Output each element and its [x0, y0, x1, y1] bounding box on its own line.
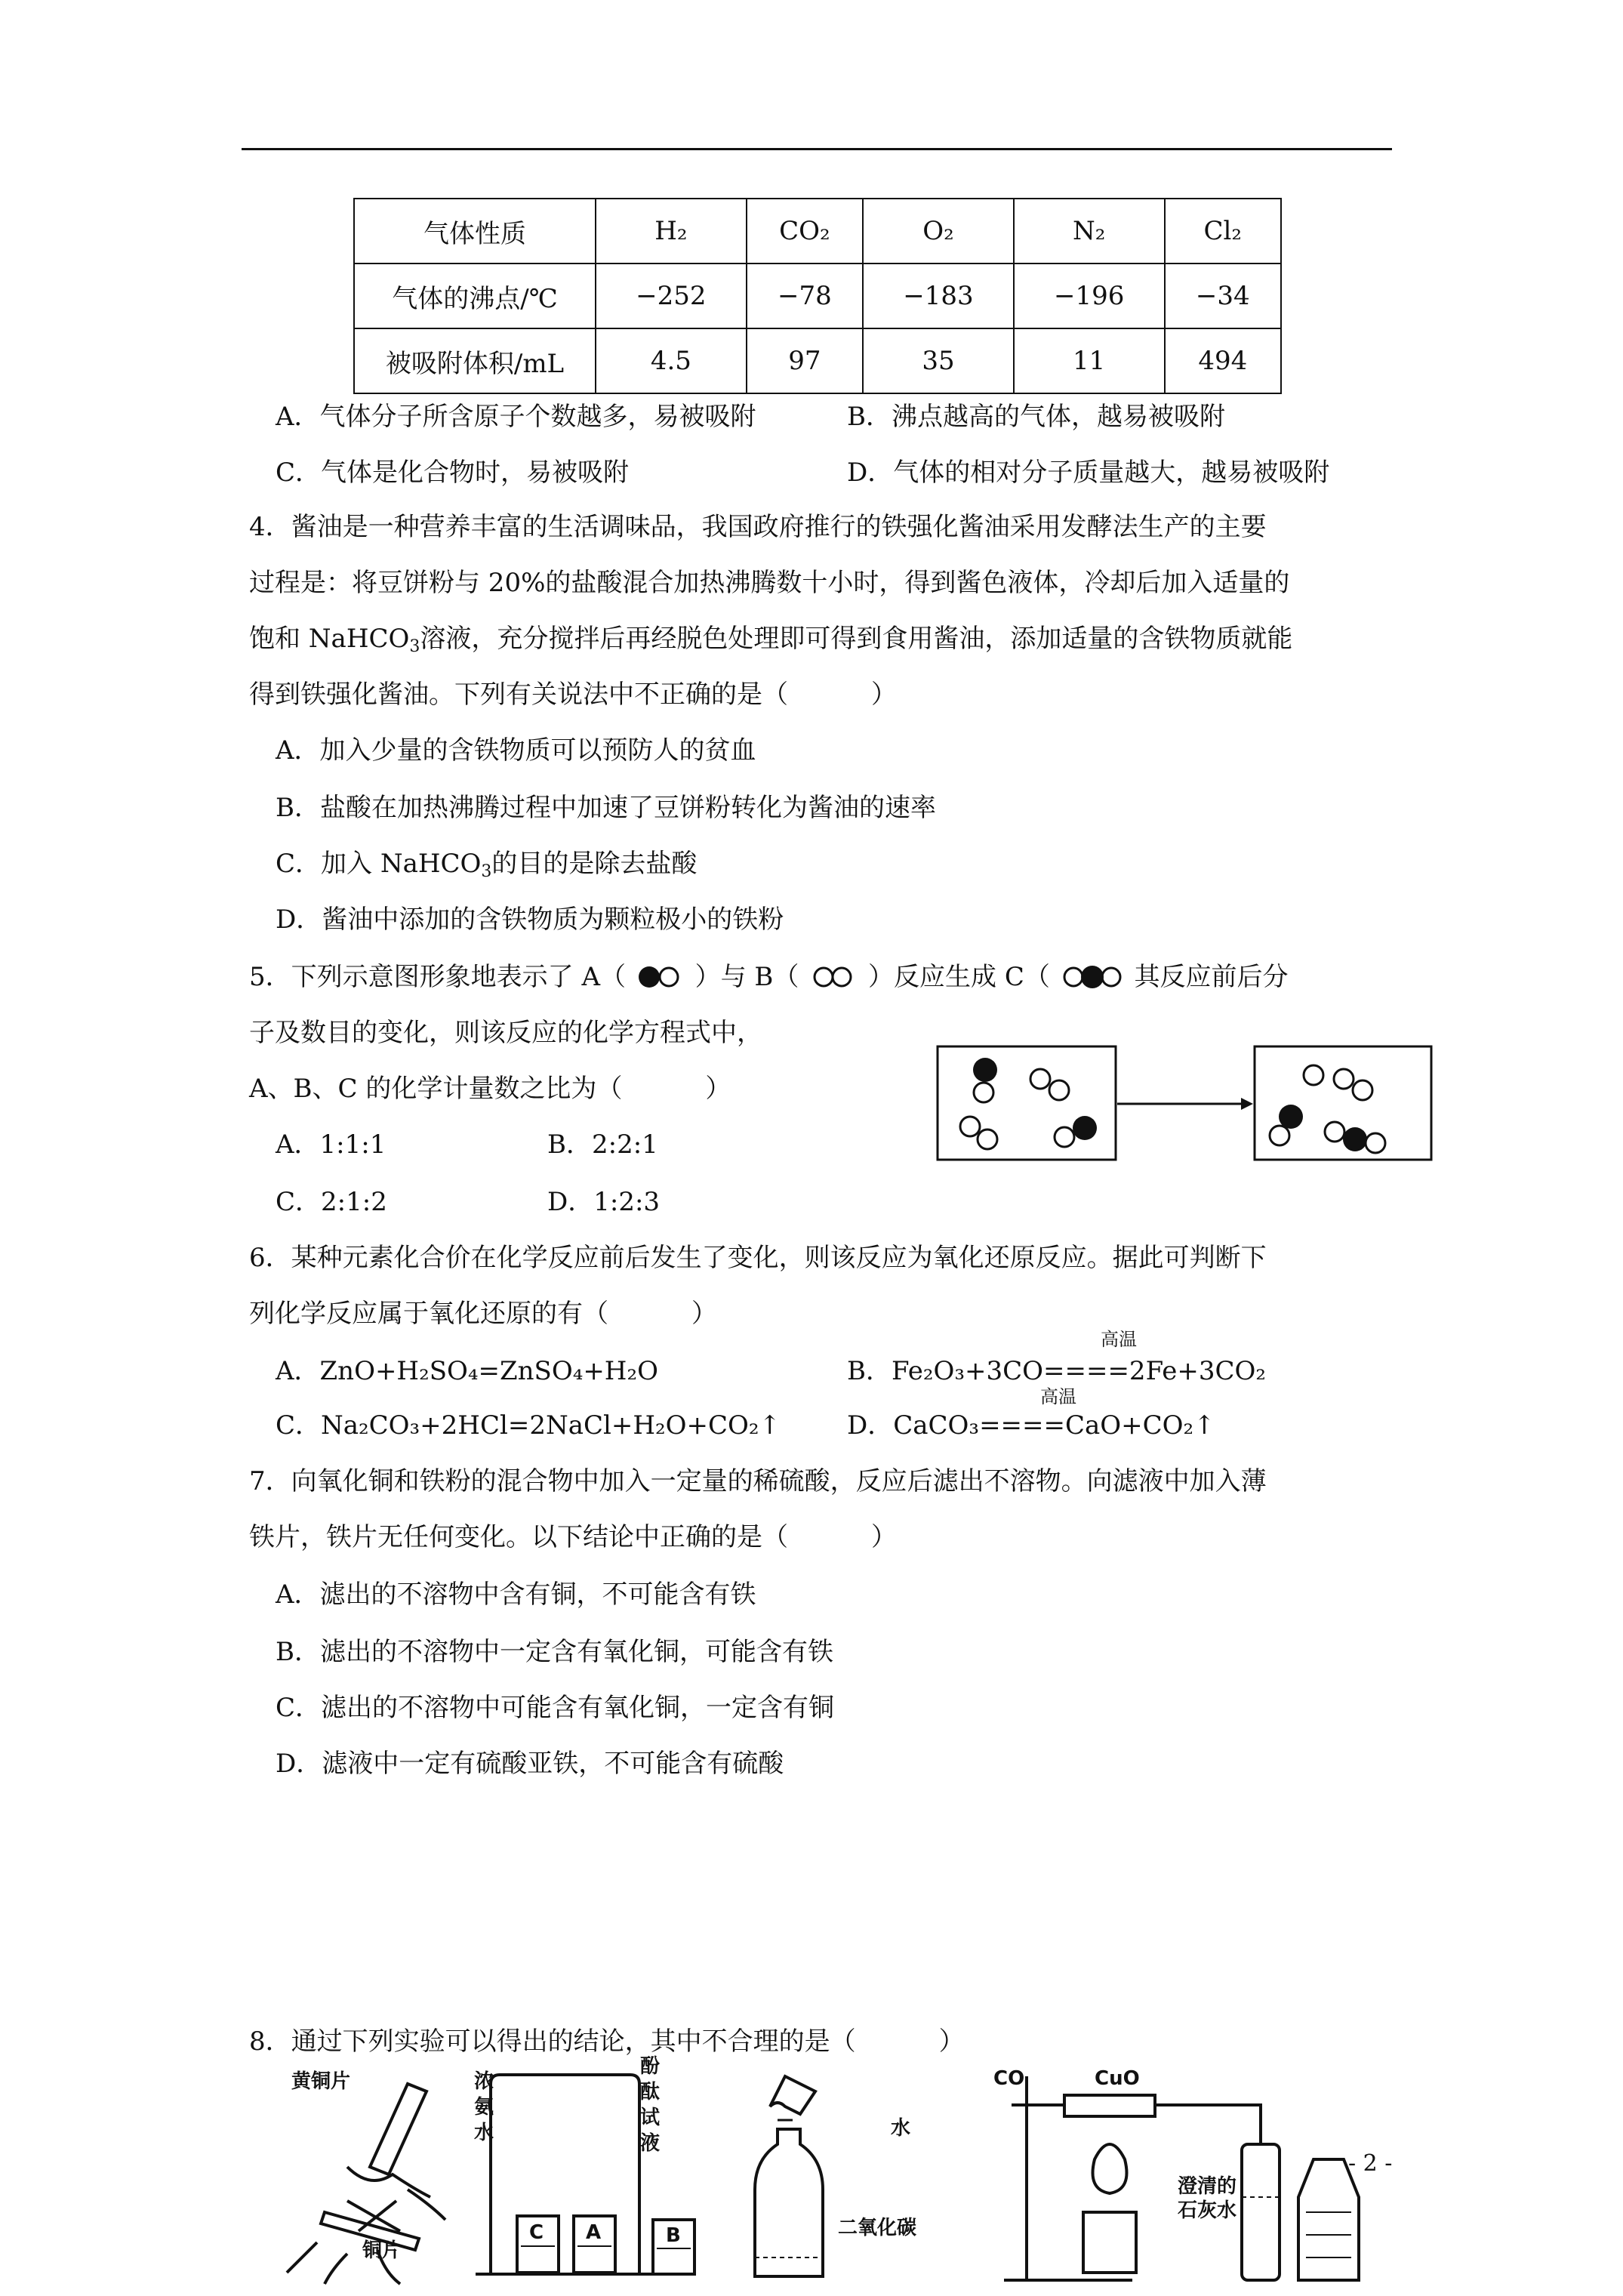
q6-line-2: 列化学反应属于氧化还原的有（ ）: [249, 1299, 717, 1329]
q8-line-1: 8．通过下列实验可以得出的结论，其中不合理的是（ ）: [249, 2026, 965, 2057]
table-cell: 11: [1014, 328, 1165, 393]
q7-option-a: A．滤出的不溶物中含有铜，不可能含有铁: [276, 1579, 756, 1610]
q7-line-2: 铁片，铁片无任何变化。以下结论中正确的是（ ）: [249, 1522, 897, 1552]
label-beaker-a: A: [586, 2221, 602, 2244]
q6-option-b: B．Fe₂O₃+3CO====2Fe+3CO₂: [847, 1356, 1267, 1386]
q4-option-d: D．酱油中添加的含铁物质为颗粒极小的铁粉: [276, 905, 784, 935]
label-cuo: CuO: [1095, 2067, 1140, 2090]
table-cell: 气体性质: [354, 199, 596, 264]
table-cell: −183: [863, 264, 1014, 328]
table-cell: −78: [747, 264, 863, 328]
q5-line-3: A、B、C 的化学计量数之比为（ ）: [249, 1074, 731, 1104]
label-co2: 二氧化碳: [838, 2217, 917, 2239]
table-cell: −252: [596, 264, 747, 328]
table-cell: N₂: [1014, 199, 1165, 264]
label-co: CO: [993, 2067, 1025, 2090]
molecule-a-icon: [634, 964, 687, 990]
q4-option-b: B．盐酸在加热沸腾过程中加速了豆饼粉转化为酱油的速率: [276, 793, 936, 823]
q6-option-c: C．Na₂CO₃+2HCl=2NaCl+H₂O+CO₂↑: [276, 1410, 781, 1441]
page-number: - 2 -: [1348, 2150, 1393, 2177]
q4-line-3: 饱和 NaHCO$_3$溶液，充分搅拌后再经脱色处理即可得到食用酱油，添加适量的含铁物质就能: [249, 624, 1293, 656]
label-ammonia: 浓氨水: [474, 2070, 494, 2144]
co2-bottle-illustration: [755, 2076, 823, 2276]
table-cell: H₂: [596, 199, 747, 264]
table-cell: O₂: [863, 199, 1014, 264]
q4-line-2: 过程是：将豆饼粉与 20%的盐酸混合加热沸腾数十小时，得到酱色液体，冷却后加入适量的: [249, 568, 1290, 598]
label-copper: 铜片: [362, 2239, 402, 2262]
label-beaker-c: C: [529, 2221, 544, 2244]
table-cell: 被吸附体积/mL: [354, 328, 596, 393]
q5-option-c: C．2:1:2: [276, 1187, 387, 1217]
table-cell: 气体的沸点/℃: [354, 264, 596, 328]
q5-line-1: 5．下列示意图形象地表示了 A（ ）与 B（ ）反应生成 C（ 其反应前后分: [249, 962, 1289, 992]
label-water: 水: [891, 2117, 911, 2140]
table-cell: Cl₂: [1165, 199, 1281, 264]
table-cell: 35: [863, 328, 1014, 393]
table-cell: CO₂: [747, 199, 863, 264]
gas-property-table: [353, 198, 1282, 394]
molecule-c-icon: [1058, 964, 1126, 990]
table-cell: −196: [1014, 264, 1165, 328]
q6-condition-b: 高温: [1101, 1329, 1137, 1350]
molecule-b-icon: [807, 964, 860, 990]
q6-option-a: A．ZnO+H₂SO₄=ZnSO₄+H₂O: [276, 1356, 658, 1386]
q4-line-1: 4．酱油是一种营养丰富的生活调味品，我国政府推行的铁强化酱油采用发酵法生产的主要: [249, 512, 1267, 542]
table-cell: 4.5: [596, 328, 747, 393]
q5-option-b: B．2:2:1: [547, 1130, 658, 1160]
header-rule: [242, 148, 1392, 150]
label-phenolphthalein: 酚酞试液: [640, 2055, 661, 2155]
table-row: [354, 199, 1281, 264]
q6-condition-d: 高温: [1040, 1386, 1076, 1407]
q7-option-b: B．滤出的不溶物中一定含有氧化铜，可能含有铁: [276, 1637, 833, 1667]
label-brass: 黄铜片: [291, 2070, 351, 2093]
q3-option-a: A．气体分子所含原子个数越多，易被吸附: [276, 402, 756, 432]
q6-line-1: 6．某种元素化合价在化学反应前后发生了变化，则该反应为氧化还原反应。据此可判断下: [249, 1243, 1267, 1273]
table-cell: 97: [747, 328, 863, 393]
q5-option-a: A．1:1:1: [276, 1130, 387, 1160]
table-cell: −34: [1165, 264, 1281, 328]
q4-line-4: 得到铁强化酱油。下列有关说法中不正确的是（ ）: [249, 680, 897, 710]
label-beaker-b: B: [666, 2224, 681, 2247]
table-cell: 494: [1165, 328, 1281, 393]
reaction-diagram: [936, 1045, 1434, 1163]
table-row: [354, 328, 1281, 393]
q6-option-d: D．CaCO₃====CaO+CO₂↑: [847, 1410, 1215, 1441]
q7-option-c: C．滤出的不溶物中可能含有氧化铜，一定含有铜: [276, 1693, 835, 1723]
q4-option-c: C．加入 NaHCO$_3$的目的是除去盐酸: [276, 849, 698, 881]
q7-line-1: 7．向氧化铜和铁粉的混合物中加入一定量的稀硫酸，反应后滤出不溶物。向滤液中加入薄: [249, 1466, 1267, 1496]
q7-option-d: D．滤液中一定有硫酸亚铁，不可能含有硫酸: [276, 1749, 784, 1779]
q4-option-a: A．加入少量的含铁物质可以预防人的贫血: [276, 735, 756, 766]
q5-line-2: 子及数目的变化，则该反应的化学方程式中，: [249, 1018, 762, 1048]
table-row: [354, 264, 1281, 328]
q5-option-d: D．1:2:3: [547, 1187, 661, 1217]
label-limewater: 澄清的石灰水: [1178, 2175, 1237, 2222]
q3-option-d: D．气体的相对分子质量越大，越易被吸附: [847, 458, 1330, 488]
q3-option-c: C．气体是化合物时，易被吸附: [276, 458, 630, 488]
q3-option-b: B．沸点越高的气体，越易被吸附: [847, 402, 1225, 432]
